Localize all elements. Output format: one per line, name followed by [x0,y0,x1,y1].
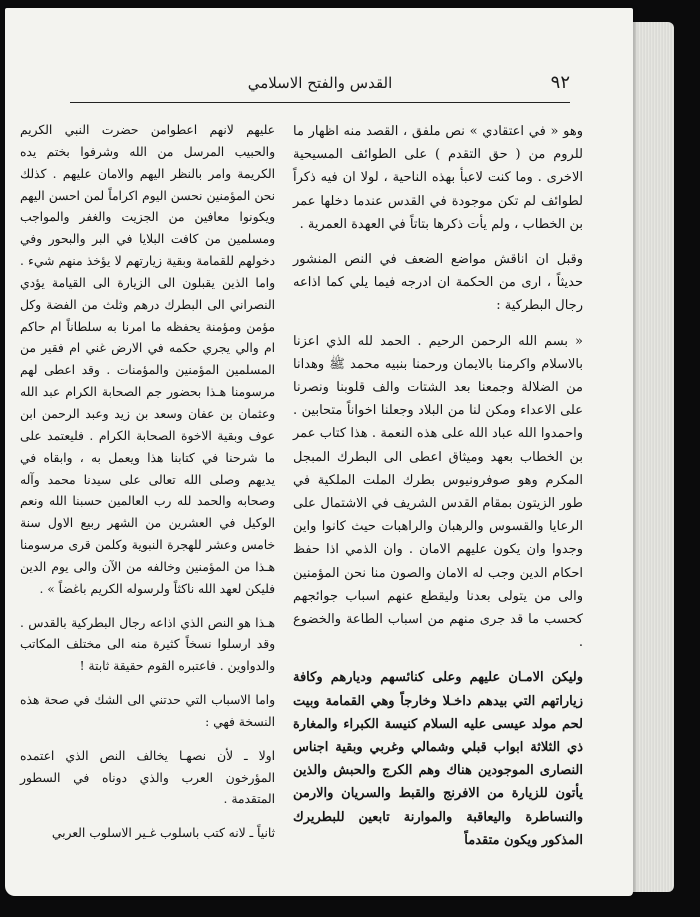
running-head [70,72,570,98]
paragraph: عليهم لانهم اعطوامن حضرت النبي الكريم والحبيب المرسل من الله وشرفوا بختم يده الكريمة وامر بالنظر اليهم والامان عليهم . كذلك نحن المؤمنين نحسن اليوم اكراماً لمن احسن اليهم ويكونوا معافين من الجزيت والغفر والمواجب ومسلمين من كافت البلايا في البر والبحور وفي دخولهم للقمامة وبقية زيارتهم لا يؤخذ منهم شيء . واما الذين يقبلون الى الزيارة الى القيامة يؤدي النصراني الى البطرك درهم وثلث من الفضة وكل مؤمن ومؤمنة يحفظه ما امرنا به سلطاناً ام حاكم ام والي يجري حكمه في الارض غني ام فقير من المسلمين المؤمنين والمؤمنات . وقد اعطى لهم مرسومنا هـذا بحضور جم الصحابة الكرام عبد الله وعثمان بن عفان وسعد بن زيد وعبد الرحمن ابن عوف وبقية الاخوة الصحابة الكرام . فليعتمد على ما شرحنا في كتابنا هذا ويعمل به ، وابقاه في يديهم وصلى الله تعالى على سيدنا محمد وآله وصحابه والحمد لله رب العالمين حسبنا الله ونعم الوكيل في العشرين من الشهر ربيع الاول سنة خامس وعشر للهجرة النبوية وكلمن قرى مرسومنا هـذا من المؤمنين وخالفه من الآن والى يوم الدين فليكن لعهد الله ناكثاً ولرسوله الكريم باغضاً » . [20,123,275,596]
paragraph: واما الاسباب التي حدتني الى الشك في صحة هذه النسخة فهي : [20,693,275,729]
paragraph: وليكن الامـان عليهم وعلى كنائسهم وديارهم وكافة زياراتهم التي بيدهم داخـلا وخارجاً وهي القمامة وبيت لحم مولد عيسى عليه السلام كنيسة الكبراء والمغارة ذي الثلاثة ابواب قبلي وشمالي وغربي وبقية اجناس النصارى الموجودين هناك وهم الكرج والحبش والذين يأتون للزيارة من الافرنج والقبط والسريان والارمن والنساطرة واليعاقبة والموارنة تابعين للبطريرك المذكور ويكون متقدماً [293,670,583,848]
paragraph: ثانياً ـ لانه كتب باسلوب غـير الاسلوب العربي [51,826,275,841]
paragraph: اولا ـ لأن نصهـا يخالف النص الذي اعتمده المؤرخون العرب والذي دوناه في السطور المتقدمة . [20,748,275,807]
left-column [20,120,275,857]
right-column [293,120,583,864]
paragraph: « بسم الله الرحمن الرحيم . الحمد لله الذي اعزنا بالاسلام واكرمنا بالايمان ورحمنا بنبيه محمد ﷺ وهدانا من الضلالة وجمعنا بعد الشتات والف قلوبنا ونصرنا على الاعداء ومكن لنا من البلاد وجعلنا اخواناً متحابين . واحمدوا الله عباد الله على هذه النعمة . هذا كتاب عمر بن الخطاب بعهد وميثاق اعطى الى البطرك المبجل المكرم وهو صوفرونيوس بطرك الملت الملكية في طور الزيتون بمقام القدس الشريف في الاشتمال على الرعايا والقسوس والرهبان والراهبات حيث كانوا واين وجدوا وان يكون عليهم الامان . وان الذمي اذا حفظ احكام الدين وجب له الامان والصون منا نحن المؤمنين والى من يتولى بعدنا وليقطع عنهم اسباب جوائجهم كحسب ما قد جرى منهم من اسباب الطاعة والخضوع . [293,333,583,651]
paragraph: هـذا هو النص الذي اذاعه رجال البطركية بالقدس . وقد ارسلوا نسخاً كثيرة منه الى مختلف المكاتب والدواوين . فاعتبره القوم حقيقة ثابتة ! [20,615,275,674]
paragraph: وقبل ان اناقش مواضع الضعف في النص المنشور حديثاً ، ارى من الحكمة ان ادرجه فيما يلي كما اذاعه رجال البطركية : [293,252,583,314]
paragraph: وهو « في اعتقادي » نص ملفق ، القصد منه اظهار ما للروم من ( حق التقدم ) على الطوائف المسيحية الاخرى . وما كنت لاعبأ بهذه الناحية ، لولا ان فيه ذكراً لطوائف لم تكن موجودة في القدس عندما دخلها عمر بن الخطاب ، ولم يأت ذكرها بتاتاً في العهدة العمرية . [293,124,583,232]
page-title: القدس والفتح الاسلامي [247,74,393,92]
page-number: ٩٢ [550,72,570,93]
header-rule [70,102,570,103]
book-page [5,8,633,896]
